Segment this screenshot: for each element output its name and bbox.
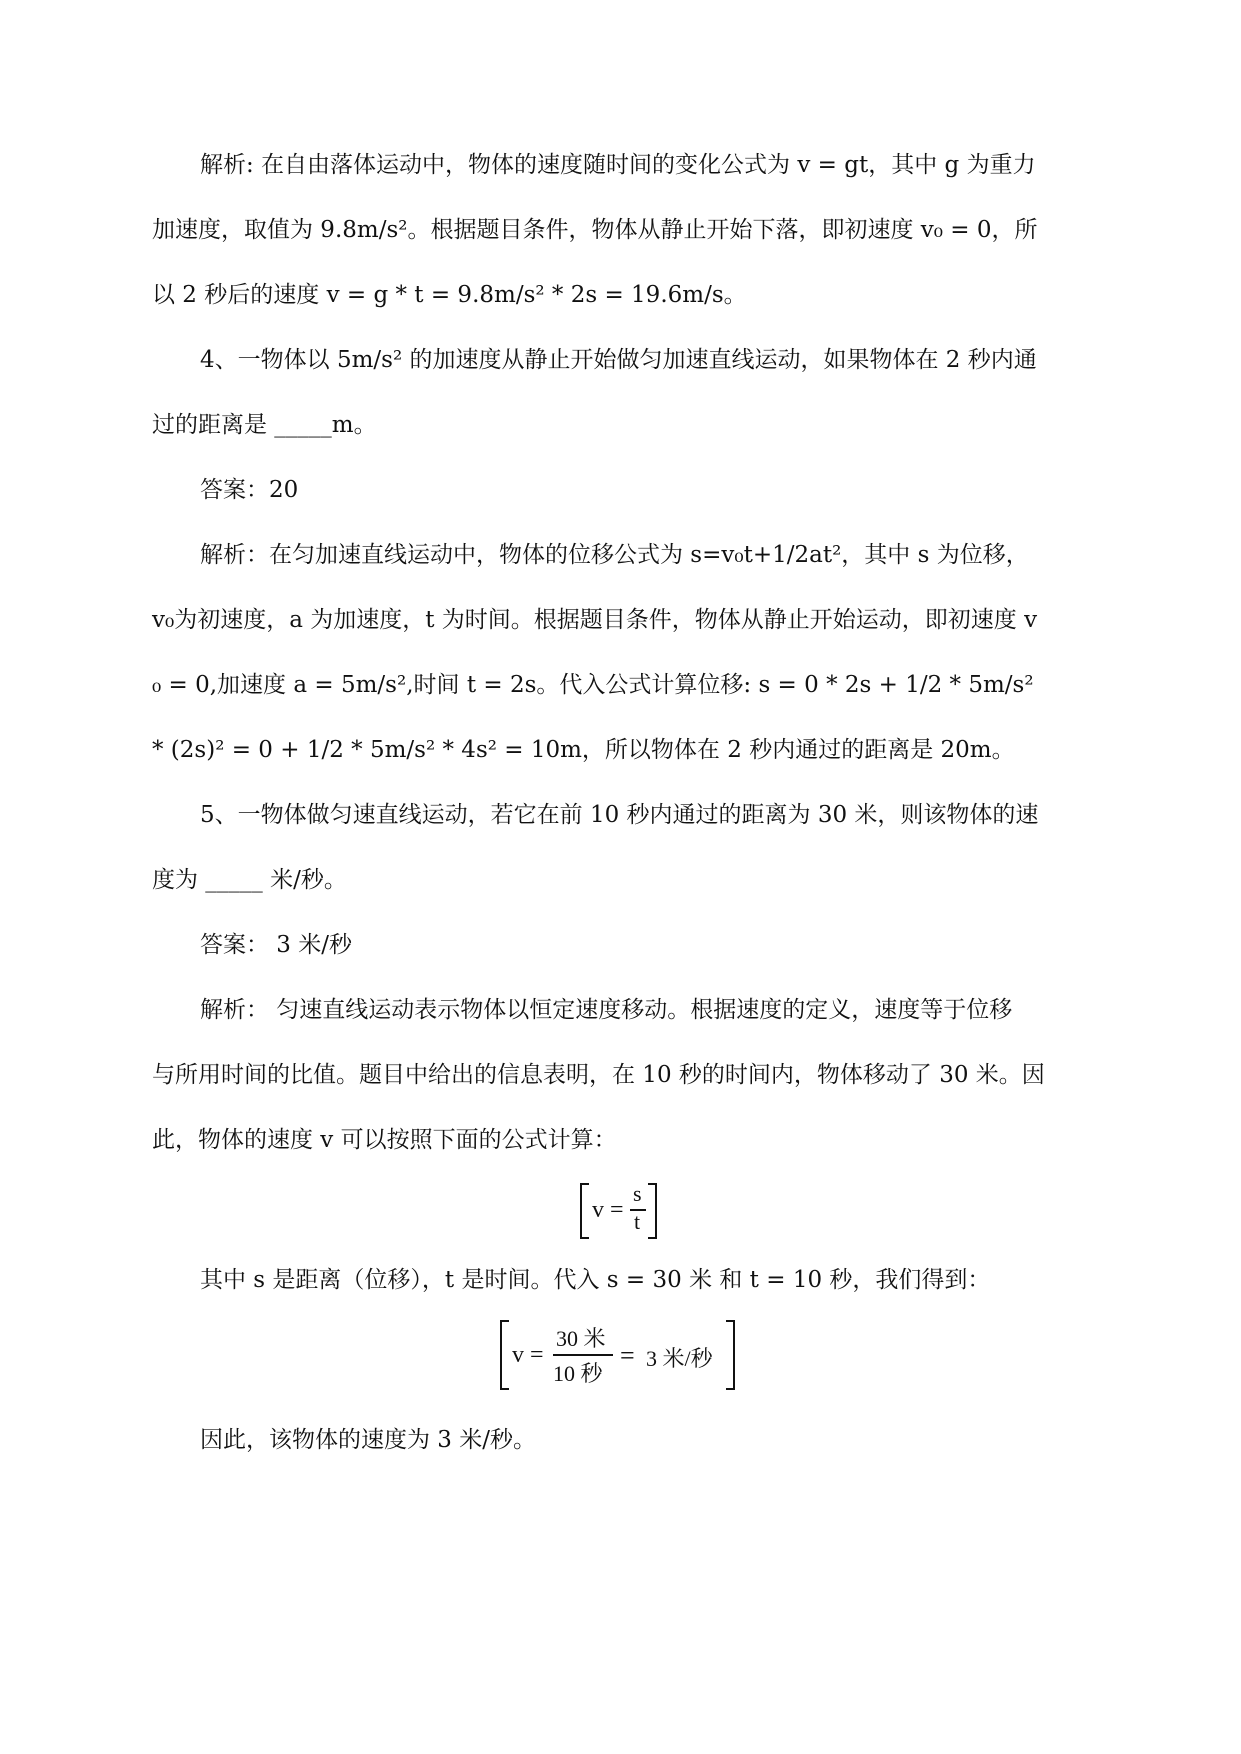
question-4-line: 过的距离是 _____m。 (152, 412, 377, 438)
analysis-4-line: 解析：在匀加速直线运动中，物体的位移公式为 s=v₀t+1/2at²，其中 s 为位移， (200, 542, 1029, 568)
formula-denominator: t (634, 1209, 641, 1234)
substitution-line: 其中 s 是距离（位移），t 是时间。代入 s = 30 米 和 t = 10 秒，我们得到： (200, 1267, 991, 1293)
question-4-line: 4、一物体以 5m/s² 的加速度从静止开始做匀加速直线运动，如果物体在 2 秒内通 (200, 347, 1037, 373)
formula-lhs: v = (512, 1342, 544, 1368)
conclusion-line: 因此，该物体的速度为 3 米/秒。 (200, 1427, 537, 1453)
fraction-bar (553, 1354, 613, 1356)
paragraph-line: 以 2 秒后的速度 v = g * t = 9.8m/s² * 2s = 19.6m/s。 (152, 282, 747, 308)
answer-4: 答案：20 (200, 477, 299, 503)
question-5-line: 5、一物体做匀速直线运动，若它在前 10 秒内通过的距离为 30 米，则该物体的速 (200, 802, 1039, 828)
question-5-line: 度为 _____ 米/秒。 (152, 867, 347, 893)
analysis-5-line: 此，物体的速度 v 可以按照下面的公式计算： (152, 1127, 617, 1153)
analysis-4-line: * (2s)² = 0 + 1/2 * 5m/s² * 4s² = 10m，所以物体在 2 秒内通过的距离是 20m。 (152, 737, 1015, 763)
formula-velocity-calculation (500, 1320, 745, 1390)
formula-numerator: s (633, 1181, 642, 1206)
paragraph-line: 加速度，取值为 9.8m/s²。根据题目条件，物体从静止开始下落，即初速度 v₀ = 0，所 (152, 217, 1038, 243)
formula-numerator: 30 米 (556, 1326, 606, 1351)
formula-velocity-definition (580, 1183, 660, 1239)
analysis-5-line: 解析： 匀速直线运动表示物体以恒定速度移动。根据速度的定义，速度等于位移 (200, 997, 1013, 1023)
formula-equals: = (620, 1341, 635, 1370)
right-bracket (648, 1183, 657, 1239)
analysis-4-line: v₀为初速度，a 为加速度，t 为时间。根据题目条件，物体从静止开始运动，即初速度 v (152, 607, 1038, 633)
formula-denominator: 10 秒 (553, 1361, 603, 1386)
answer-5: 答案： 3 米/秒 (200, 932, 353, 958)
left-bracket (580, 1183, 589, 1239)
formula-lhs: v = (592, 1197, 624, 1223)
right-bracket (726, 1320, 735, 1390)
formula-rhs: 3 米/秒 (646, 1346, 713, 1371)
left-bracket (500, 1320, 509, 1390)
analysis-5-line: 与所用时间的比值。题目中给出的信息表明，在 10 秒的时间内，物体移动了 30 米。因 (152, 1062, 1045, 1088)
analysis-4-line: ₀ = 0,加速度 a = 5m/s²,时间 t = 2s。代入公式计算位移: s = 0 * 2s + 1/2 * 5m/s² (152, 672, 1034, 698)
paragraph-line: 解析: 在自由落体运动中，物体的速度随时间的变化公式为 v = gt，其中 g 为重力 (200, 152, 1036, 178)
